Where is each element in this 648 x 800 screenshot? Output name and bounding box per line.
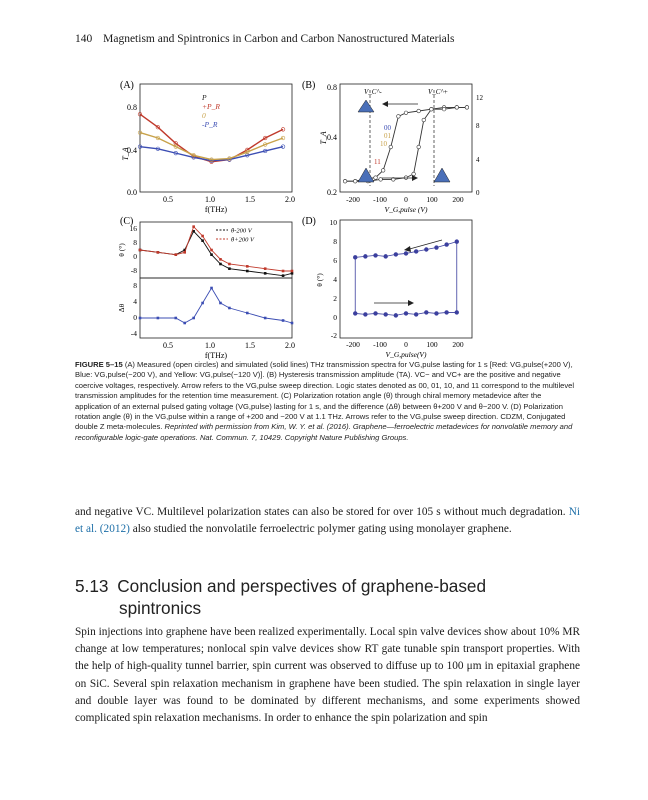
panel-c-point [291,270,294,273]
panel-b-ylabel: T_A [319,131,328,145]
figure-5-15 [112,74,483,364]
panel-d-xtick-1: -100 [373,340,387,349]
panel-c [117,216,295,360]
panel-c-legend [216,228,255,244]
panel-d-point [455,310,459,314]
panel-d-point [394,313,398,317]
citation-link-ni-2012[interactable]: Ni et al. (2012) [75,506,580,536]
panel-d-point [444,242,448,246]
panel-b-point [343,179,347,183]
panel-c-point [174,253,177,256]
panel-c-point [210,253,213,256]
panel-a-ylabel: T_A [121,147,130,161]
state-00: 00 [384,124,391,132]
panel-d-xtick-4: 200 [452,340,464,349]
panel-b [302,80,484,214]
panel-c-point [219,263,222,266]
panel-c-line-2 [140,288,292,323]
panel-b-series [343,106,468,183]
section-title-line-2: spintronics [119,598,202,618]
panel-c-point [192,317,195,320]
panel-b-point [374,176,378,180]
panel-d-point [414,312,418,316]
panel-c-label: (C) [120,216,134,227]
panel-c-xtick-2: 1.5 [245,341,255,350]
panel-a-xtick-2: 1.5 [245,195,255,204]
panel-a-ytick-0: 0.0 [127,188,137,197]
panel-b-xtick-4: 200 [452,195,464,204]
panel-c-ytick-5: 4 [133,297,137,306]
panel-c-point [282,274,285,277]
panel-b-vc-plus-label: V_C^+ [428,88,449,96]
book-title: Magnetism and Spintronics in Carbon and Carbon Nanostructured Materials [103,33,455,45]
panel-d-ytick-0: 10 [329,218,337,227]
panel-b-xtick-3: 100 [426,195,438,204]
panel-a-legend-item-1: +P_R [202,102,220,111]
panel-b-ytick-1: 0.4 [327,133,337,142]
device-icon-top-left [358,100,374,112]
panel-c-point [246,312,249,315]
panel-d-point [363,254,367,258]
panel-b-xtick-0: -200 [346,195,360,204]
panel-d-series [353,239,459,317]
panel-c-xtick-3: 2.0 [285,341,295,350]
panel-a-xtick-0: 0.5 [163,195,173,204]
caption-text: (A) Measured (open circles) and simulated (solid lines) THz transmission spectra for VG,pulse lasting for 1 s [Red: VG,pulse(+200 V), Blue: VG,pulse(−200 V), and Yellow: VG,pulse(−120 V)]. (B) Hysteresis transmission amplitude (TA). VC− and VC+ are the positive and negative coercive voltages, respectively. Arrow refers to the VG,pulse sweep direction. Logic states denoted as 00, 01, 10, and 11 correspond to the multilevel transmission amplitudes for the retention time measurement. (C) Polarization rotation angle (θ) through chiral memory metadevice after the application of an external pulsed gating voltage (VG,pulse) lasting for 1 s, and the difference (Δθ) between θ+200 V and θ−200 V. (D) Polarization rotation angle (θ) in the VG,pulse within a range of +200 and −200 V at 1.1 THz. Arrows refer to the VG,pulse sweep direction. CDZM, Conjugated double Z meta-molecules. [75,360,575,432]
panel-c-point [201,302,204,305]
panel-b-point [442,107,446,111]
panel-d-point [424,310,428,314]
panel-b-y2tick-3: 12 [476,94,483,102]
panel-b-point [404,176,408,180]
page-number: 140 [75,33,93,45]
panel-a-line-1 [140,147,283,161]
panel-d-point [383,254,387,258]
device-icon-left [358,168,374,182]
panel-a-ytick-2: 0.8 [127,103,137,112]
panel-d-point [434,311,438,315]
panel-c-point [157,317,160,320]
panel-d-ytick-3: 4 [333,275,337,284]
panel-c-point [264,272,267,275]
panel-c-point [246,265,249,268]
panel-a-legend [201,93,220,129]
panel-c-ytick-2: 0 [133,252,137,261]
panel-b-point [417,145,421,149]
panel-a-xlabel: f(THz) [204,205,228,214]
running-head [75,33,454,45]
panel-b-ytick-2: 0.8 [327,83,337,92]
panel-d-point [404,251,408,255]
panel-d-point [373,311,377,315]
panel-c-ytick-1: 8 [133,238,137,247]
panel-d-ytick-2: 6 [333,256,337,265]
panel-b-y2tick-2: 8 [476,122,480,130]
paragraph-1-part-1: and negative VC. Multilevel polarization states can also be stored for over 105 s without much degradation. [75,506,569,518]
panel-d-point [424,247,428,251]
panel-b-xtick-2: 0 [404,195,408,204]
panel-d-point [434,245,438,249]
panel-b-line-0 [345,107,467,181]
panel-d-point [444,310,448,314]
panel-c-point [282,319,285,322]
panel-d-ytick-5: 0 [333,313,337,322]
panel-c-ytick-0: 16 [129,224,137,233]
panel-d-xtick-0: -200 [346,340,360,349]
state-01: 01 [384,132,391,140]
panel-b-point [397,115,401,119]
panel-d-point [394,252,398,256]
panel-c-point [264,317,267,320]
panel-c-point [210,287,213,290]
arrow-head-right-icon [408,300,414,306]
panel-a-ytick-1: 0.4 [127,146,137,155]
panel-d-frame [340,220,472,338]
panel-c-point [201,235,204,238]
panel-c-series [139,225,294,324]
panel-a-line-2 [140,133,283,160]
panel-b-xtick-1: -100 [373,195,387,204]
panel-c-ytick-4: 8 [133,281,137,290]
panel-b-point [389,145,393,149]
panel-b-line-1 [345,107,467,181]
panel-c-ytick-7: -4 [130,329,137,338]
panel-b-point [430,107,434,111]
paragraph-1 [75,504,580,538]
arrow-head-right-icon [412,175,418,181]
panel-b-xlabel: V_G,pulse (V) [384,205,428,214]
panel-c-ytick-6: 0 [133,313,137,322]
panel-b-point [379,178,383,182]
panel-a-legend-item-0: P [202,93,207,102]
panel-c-ylabel-bottom: Δθ [117,303,126,313]
panel-c-point [210,249,213,252]
panel-c-xlabel: f(THz) [204,351,228,360]
panel-d-ytick-6: -2 [330,331,337,340]
panel-a-xtick-1: 1.0 [205,195,215,204]
panel-d-point [353,255,357,259]
panel-a-legend-item-3: -P_R [202,120,218,129]
panel-d-ytick-4: 2 [333,294,337,303]
panel-c-point [183,251,186,254]
panel-c-point [228,307,231,310]
panel-a-label: (A) [120,80,134,91]
paragraph-2: Spin injections into graphene have been realized experimentally. Local spin valve devices show about 10% MR change at low temperatures; nonlocal spin valve devices show RT gate tunable spin transport properties. With the help of high-quality tunnel barrier, spin current was observed to diffuse up to 100 μm in epitaxial graphene on SiC. Several spin relaxation mechanism in graphene have been studied. The spin relaxation in single layer and double layer was found to be dominated by different mechanisms, and some experiments showed complicated spin relaxation mechanisms. In order to enhance the spin polarization and spin [75,626,580,725]
panel-d-point [414,249,418,253]
section-title-line-1: Conclusion and perspectives of graphene-based [117,576,487,596]
panel-c-point [291,322,294,325]
section-heading [75,575,585,619]
panel-c-point [219,302,222,305]
panel-c-point [264,267,267,270]
panel-d-point [383,312,387,316]
panel-c-point [192,225,195,228]
figure-caption [75,360,575,443]
panel-c-legend-item-0: θ-200 V [231,227,252,235]
panel-d-point [404,311,408,315]
panel-a [120,80,295,214]
panel-b-label: (B) [302,80,316,91]
panel-d-ylabel: θ (°) [315,273,324,287]
arrow-head-left-icon [382,101,388,107]
panel-b-point [381,169,385,173]
panel-b-ytick-0: 0.2 [327,188,337,197]
caption-citation: Reprinted with permission from Kim, W. Y. et al. (2016). Graphene—ferroelectric metadevices for nonvolatile memory and reconfigurable logic-gate operations. Nat. Commun. 7, 10429. Copyright Nature Publishing Groups. [75,422,573,442]
panel-c-frame-bottom [140,278,292,338]
panel-c-point [139,249,142,252]
panel-c-point [228,267,231,270]
panel-b-point [422,118,426,122]
device-icon-right [434,168,450,182]
state-11: 11 [374,158,381,166]
panel-c-point [174,317,177,320]
panel-a-xtick-3: 2.0 [285,195,295,204]
panel-a-frame [140,84,292,192]
panel-d [302,216,472,359]
panel-d-xtick-3: 100 [426,340,438,349]
panel-b-point [417,109,421,113]
panel-c-point [246,270,249,273]
panel-b-point [353,179,357,183]
paragraph-1-part-2: also studied the nonvolatile ferroelectric polymer gating using monolayer graphene. [129,523,512,536]
panel-d-point [373,253,377,257]
panel-c-xtick-0: 0.5 [163,341,173,350]
panel-c-point [183,322,186,325]
panel-b-y2tick-0: 0 [476,189,480,197]
caption-label: FIGURE 5–15 [75,360,123,369]
panel-b-vc-minus-label: V_C^- [364,88,382,96]
panel-c-point [219,258,222,261]
panel-b-point [455,106,459,110]
panel-d-xtick-2: 0 [404,340,408,349]
panel-c-point [228,263,231,266]
panel-b-y2tick-1: 4 [476,156,480,164]
panel-d-xlabel: V_G,pulse(V) [385,350,427,359]
panel-c-point [291,272,294,275]
panel-c-point [282,270,285,273]
panel-c-xtick-1: 1.0 [205,341,215,350]
panel-d-point [353,311,357,315]
panel-c-point [201,239,204,242]
panel-c-point [139,317,142,320]
panel-c-ytick-3: -8 [130,266,137,275]
arrow-head-left-icon [404,246,411,252]
panel-b-point [465,106,469,110]
panel-d-label: (D) [302,216,316,227]
state-10: 10 [380,140,387,148]
panel-a-legend-item-2: 0 [202,111,206,120]
panel-c-ylabel-top: θ (°) [117,243,126,257]
panel-d-point [455,239,459,243]
panel-c-line-1 [140,227,292,271]
panel-d-ytick-1: 8 [333,237,337,246]
panel-d-point [363,312,367,316]
panel-c-legend-item-1: θ+200 V [231,236,254,244]
panel-c-point [157,251,160,254]
section-number: 5.13 [75,576,109,596]
panel-b-point [404,111,408,115]
